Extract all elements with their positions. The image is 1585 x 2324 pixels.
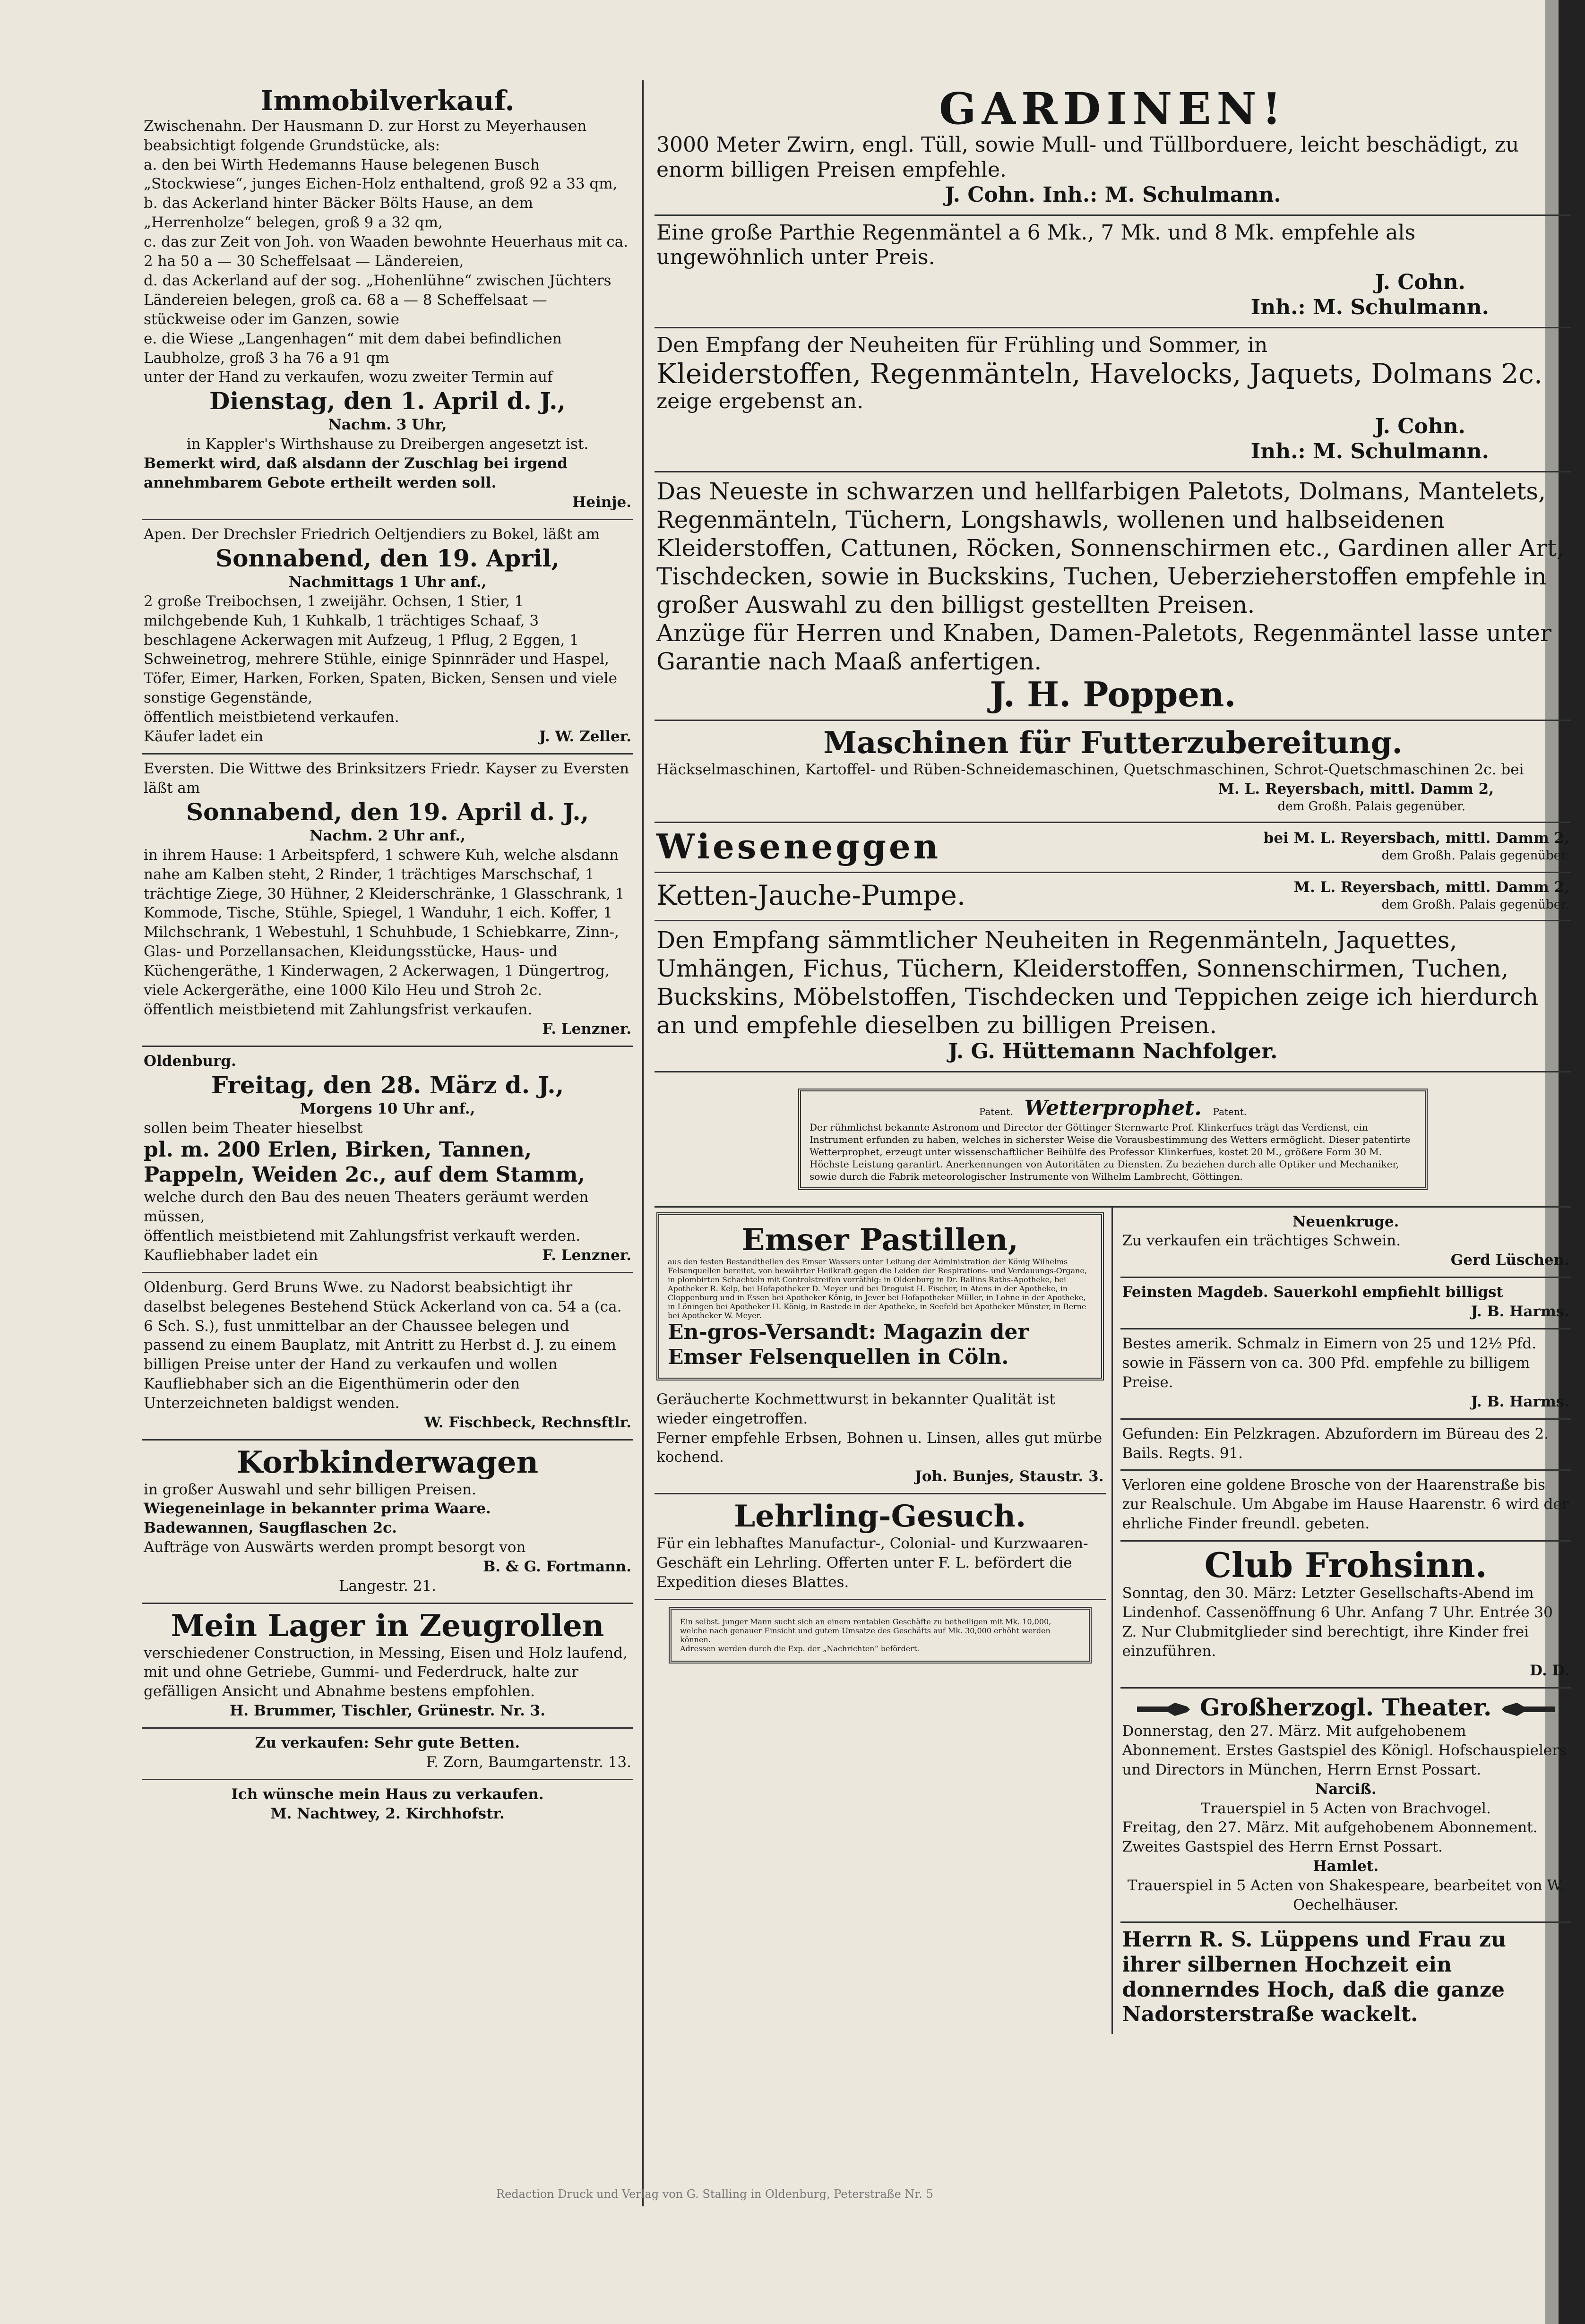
ad-junger-mann	[669, 1607, 1092, 1664]
ad-body: öffentlich meistbietend mit Zahlungsfrist verkaufen.	[144, 1001, 533, 1018]
lower-left-ads	[655, 1208, 1113, 2034]
ad-place: in Kappler's Wirthshause zu Dreibergen angesetzt ist.	[186, 436, 589, 453]
ad-date: Sonnabend, den 19. April,	[215, 544, 560, 572]
ad-address: dem Großh. Palais gegenüber.	[1277, 799, 1465, 814]
play-desc: Trauerspiel in 5 Acten von Shakespeare, bearbeitet von W. Oechelhäuser.	[1127, 1877, 1564, 1914]
ad-time: Nachmittags 1 Uhr anf.,	[288, 573, 487, 591]
ad-gefunden	[1120, 1420, 1572, 1471]
ad-body: Bestes amerik. Schmalz in Eimern von 25 und 12½ Pfd. sowie in Fässern von ca. 300 Pfd. empfehle zu billigem Preise.	[1122, 1335, 1537, 1391]
ad-heading: Neuenkruge.	[1292, 1213, 1399, 1230]
ad-address: dem Großh. Palais gegenüber.	[1381, 898, 1569, 912]
ad-neuenkruge	[1120, 1208, 1572, 1278]
ad-oldenburg-auction	[142, 1047, 633, 1273]
ad-body: Geräucherte Kochmettwurst in bekannter Qualität ist wieder eingetroffen.	[656, 1390, 1055, 1427]
ad-body: Freitag, den 27. März. Mit aufgehobenem Abonnement. Zweites Gastspiel des Herrn Ernst Possart.	[1122, 1819, 1538, 1856]
ad-signature: Heinje.	[572, 494, 631, 511]
ad-note: Bemerkt wird, daß alsdann der Zuschlag bei irgend annehmbarem Gebote ertheilt werden soll.	[144, 455, 568, 492]
ad-lehrling	[655, 1494, 1106, 1600]
ad-wieseneggen	[655, 823, 1571, 873]
ad-body: in ihrem Hause: 1 Arbeitspferd, 1 schwere Kuh, welche alsdann nahe am Kalben steht, 2 Rinder, 1 trächtiges Marschschaf, 1 trächtige Ziege, 30 Hühner, 2 Kleiderschränke, 1 Glasschrank, 1 Kommode, Tische, Stühle, Spiegel, 1 Wanduhr, 1 eich. Koffer, 1 Milchschrank, 1 Webestuhl, 1 Schuhbude, 1 Schiebkarre, Zinn-, Glas- und Porzellansachen, Kleidungsstücke, Haus- und Küchengeräthe, 1 Kinderwagen, 2 Ackerwagen, 1 Düngertrog, viele Ackergeräthe, eine 1000 Kilo Heu und Stroh 2c.	[144, 846, 625, 999]
patent-label: Patent.	[1213, 1106, 1247, 1117]
ad-signature: D. D.	[1530, 1662, 1569, 1680]
ad-heading: Maschinen für Futterzubereitung.	[823, 725, 1403, 761]
ad-body: pl. m. 200 Erlen, Birken, Tannen, Pappeln, Weiden 2c., auf dem Stamm,	[144, 1138, 585, 1187]
ad-time: Nachm. 3 Uhr,	[328, 416, 447, 434]
ad-body: Feinsten Magdeb. Sauerkohl empfiehlt billigst	[1122, 1284, 1503, 1301]
newspaper-page	[142, 80, 1569, 2221]
ad-date: Dienstag, den 1. April d. J.,	[209, 387, 566, 415]
ad-signature: Joh. Bunjes, Staustr. 3.	[915, 1468, 1104, 1485]
ad-body: 2 große Treibochsen, 1 zweijähr. Ochsen, 1 Stier, 1 milchgebende Kuh, 1 Kuhkalb, 1 trächtiges Schaaf, 3 beschlagene Ackerwagen mit Aufzeug, 1 Pflug, 2 Eggen, 1 Schweinetrog, mehrere Stühle, einige Spinnräder und Haspel, Töfer, Eimer, Harken, Forken, Spaten, Bicken, Sensen und viele sonstige Gegenstände,	[144, 592, 617, 707]
ad-kochmettwurst	[655, 1385, 1106, 1495]
ad-body: öffentlich meistbietend mit Zahlungsfrist verkauft werden.	[144, 1227, 581, 1244]
ad-signature: M. L. Reyersbach, mittl. Damm 2,	[1218, 780, 1494, 798]
ad-text: Kaufliebhaber ladet ein	[144, 1246, 318, 1264]
ad-item: d. das Ackerland auf der sog. „Hohenlühne“ zwischen Jüchters Ländereien belegen, groß ca. 68 a — 8 Scheffelsaat — stückweise oder im Ganzen, sowie	[144, 272, 612, 328]
right-column	[655, 80, 1571, 2034]
ad-immobilverkauf	[142, 80, 633, 520]
ad-body: Donnerstag, den 27. März. Mit aufgehobenem Abonnement. Erstes Gastspiel des Königl. Hofschauspielers und Directors in München, Herrn Ernst Possart.	[1122, 1722, 1567, 1778]
ad-body: Verloren eine goldene Brosche von der Haarenstraße bis zur Realschule. Um Abgabe im Hause Haarenstr. 6 wird der ehrliche Finder freundl. gebeten.	[1122, 1476, 1569, 1533]
ad-signature: F. Lenzner.	[542, 1246, 631, 1264]
ad-empfang-neuheiten	[655, 328, 1571, 472]
ad-jauchepumpe	[655, 873, 1571, 921]
ad-body: Gefunden: Ein Pelzkragen. Abzufordern im Büreau des 2. Bails. Regts. 91.	[1122, 1425, 1549, 1462]
ad-wetterprophet	[655, 1072, 1571, 1208]
ad-betten	[142, 1729, 633, 1780]
left-column	[142, 80, 633, 1830]
ad-signature: B. & G. Fortmann.	[483, 1558, 631, 1576]
ad-zeugrollen	[142, 1604, 633, 1729]
ad-signature: J. G. Hüttemann Nachfolger.	[948, 1039, 1278, 1063]
ad-signature: H. Brummer, Tischler, Grünestr. Nr. 3.	[229, 1702, 546, 1720]
ad-item: a. den bei Wirth Hedemanns Hause belegenen Busch „Stockwiese“, junges Eichen-Holz enthaltend, groß 92 a 33 qm,	[144, 156, 618, 193]
lower-right-ads	[1113, 1208, 1572, 2034]
ad-text: Käufer ladet ein	[144, 728, 264, 746]
ad-sauerkohl	[1120, 1278, 1572, 1329]
ad-body: 3000 Meter Zwirn, engl. Tüll, sowie Mull- und Tüllborduere, leicht beschädigt, zu enorm billigen Preisen empfehle.	[656, 133, 1519, 182]
ad-club-frohsinn	[1120, 1542, 1572, 1689]
ad-signature: J. Cohn.	[1375, 270, 1465, 295]
ad-eversten	[142, 755, 633, 1047]
ad-signature: J. B. Harms.	[1471, 1303, 1569, 1321]
ad-heading: Emser Pastillen,	[741, 1222, 1018, 1258]
ad-body: welche durch den Bau des neuen Theaters geräumt werden müssen,	[144, 1189, 589, 1225]
ad-body: Aufträge von Auswärts werden prompt besorgt von	[144, 1539, 526, 1556]
ad-body: Anzüge für Herren und Knaben, Damen-Paletots, Regenmäntel lasse unter Garantie nach Maaß anfertigen.	[656, 619, 1551, 675]
ad-time: Nachm. 2 Uhr anf.,	[310, 827, 465, 844]
ad-huettemann	[655, 921, 1571, 1072]
ad-item: b. das Ackerland hinter Bäcker Bölts Hause, an dem „Herrenholze“ belegen, groß 9 a 32 qm,	[144, 195, 534, 232]
ad-address: dem Großh. Palais gegenüber.	[1381, 849, 1569, 863]
ad-regenmaentel	[655, 216, 1571, 328]
ad-body: sollen beim Theater hieselbst	[144, 1119, 363, 1137]
ad-body: Adressen werden durch die Exp. der „Nachrichten“ befördert.	[680, 1644, 920, 1653]
ad-signature: J. B. Harms.	[1471, 1393, 1569, 1410]
ad-body: Den Empfang sämmtlicher Neuheiten in Regenmänteln, Jaquettes, Umhängen, Fichus, Tüchern, Kleiderstoffen, Sonnenschirmen, Tuchen, Buckskins, Möbelstoffen, Tischdecken und Teppichen zeige ich hierdurch an und empfehle dieselben zu billigen Preisen.	[656, 926, 1539, 1039]
ad-engros: En-gros-Versandt: Magazin der Emser Felsenquellen in Cöln.	[668, 1320, 1029, 1369]
ad-address: Langestr. 21.	[338, 1578, 436, 1595]
ad-body: öffentlich meistbietend verkaufen.	[144, 709, 399, 726]
ad-heading: Mein Lager in Zeugrollen	[171, 1608, 604, 1644]
ad-intro: Apen. Der Drechsler Friedrich Oeltjendiers zu Bokel, läßt am	[144, 525, 600, 543]
ad-signature: J. H. Poppen.	[990, 674, 1236, 714]
ad-intro: Oldenburg.	[144, 1052, 236, 1070]
ad-signature: M. Nachtwey, 2. Kirchhofstr.	[270, 1805, 505, 1822]
ad-body: Zu verkaufen ein trächtiges Schwein.	[1122, 1232, 1401, 1250]
ad-time: Morgens 10 Uhr anf.,	[300, 1100, 475, 1117]
lower-ads	[655, 1208, 1571, 2034]
ad-body: Ferner empfehle Erbsen, Bohnen u. Linsen, alles gut mürbe kochend.	[656, 1429, 1103, 1466]
ad-body: Häckselmaschinen, Kartoffel- und Rüben-Schneidemaschinen, Quetschmaschinen, Schrot-Quetschmaschinen 2c. bei	[656, 761, 1524, 779]
ad-haus	[142, 1780, 633, 1830]
ad-signature: F. Zorn, Baumgartenstr. 13.	[426, 1754, 631, 1771]
ad-body: verschiedener Construction, in Messing, Eisen und Holz laufend, mit und ohne Getriebe, Gummi- und Federdruck, halte zur gefälligen Ansicht und Abnahme bestens empfohlen.	[144, 1644, 628, 1700]
ad-heading: Wetterprophet.	[1024, 1096, 1202, 1120]
ad-item: e. die Wiese „Langenhagen“ mit dem dabei befindlichen Laubholze, groß 3 ha 76 a 91 qm	[144, 330, 562, 367]
ad-body: Eine große Parthie Regenmäntel a 6 Mk., 7 Mk. und 8 Mk. empfehle als ungewöhnlich unter Preis.	[656, 220, 1416, 270]
ad-heading: Lehrling-Gesuch.	[734, 1499, 1026, 1535]
ad-body: zeige ergebenst an.	[656, 389, 864, 414]
ad-intro: Eversten. Die Wittwe des Brinksitzers Friedr. Kayser zu Eversten läßt am	[144, 760, 629, 797]
ad-body: aus den festen Bestandtheilen des Emser Wassers unter Leitung der Administration der König Wilhelms Felsenquellen bereitet, von bewährter Heilkraft gegen die Leiden der Respirations- und Verdauungs-Organe, in plombirten Schachteln mit Controlstreifen vorräthig: in Oldenburg in Dr. Ballins Raths-Apotheke, bei Apotheker R. Kelp, bei Hofapotheker D. Meyer und bei Droguist H. Fischer, in Atens in der Apotheke, in Cloppenburg und in Essen bei Apotheker König, in Jever bei Hofapotheker Müller, in Lohne in der Apotheke, in Löningen bei Apotheker H. König, in Rastede in der Apotheke, in Seefeld bei Apotheker Münster, in Berne bei Apotheker W. Meyer.	[668, 1257, 1087, 1321]
ad-signature: bei M. L. Reyersbach, mittl. Damm 2,	[1263, 830, 1569, 847]
ad-signature: J. Cohn. Inh.: M. Schulmann.	[945, 182, 1281, 207]
ad-apen	[142, 520, 633, 755]
ad-body-big: Kleiderstoffen, Regenmänteln, Havelocks, Jaquets, Dolmans 2c.	[656, 357, 1543, 390]
ad-body: Das Neueste in schwarzen und hellfarbigen Paletots, Dolmans, Mantelets, Regenmänteln, Tüchern, Longshawls, wollenen und halbseidenen Kleiderstoffen, Cattunen, Röcken, Sonnenschirmen etc., Gardinen aller Art, Tischdecken, sowie in Buckskins, Tuchen, Ueberzieherstoffen empfehle in großer Auswahl zu den billigst gestellten Preisen.	[656, 477, 1564, 618]
ad-heading: GARDINEN!	[939, 83, 1287, 134]
ad-body: Badewannen, Saugflaschen 2c.	[144, 1519, 397, 1537]
ad-intro: Den Empfang der Neuheiten für Frühling und Sommer, in	[656, 333, 1268, 357]
ad-korbkinderwagen	[142, 1441, 633, 1604]
ad-heading: Ketten-Jauche-Pumpe.	[656, 879, 966, 912]
ad-body: Herrn R. S. Lüppens und Frau zu ihrer silbernen Hochzeit ein donnerndes Hoch, daß die ganze Nadorsterstraße wackelt.	[1122, 1927, 1506, 2027]
ad-theater	[1120, 1689, 1572, 1923]
pointing-hand-icon	[1500, 1700, 1557, 1719]
ad-brosche	[1120, 1471, 1572, 1542]
ad-body: Ein selbst. junger Mann sucht sich an einem rentablen Geschäfte zu betheiligen mit Mk. 10,000, welche nach genauer Einsicht und gutem Umsatze des Geschäfts auf Mk. 30,000 erhöht werden können.	[680, 1617, 1051, 1644]
ad-body: Für ein lebhaftes Manufactur-, Colonial- und Kurzwaaren-Geschäft ein Lehrling. Offerten unter F. L. befördert die Expedition dieses Blattes.	[656, 1535, 1088, 1591]
ad-date: Freitag, den 28. März d. J.,	[211, 1071, 564, 1099]
ad-intro: Zwischenahn. Der Hausmann D. zur Horst zu Meyerhausen beabsichtigt folgende Grundstücke, als:	[144, 117, 587, 154]
ad-signature: W. Fischbeck, Rechnsftlr.	[424, 1414, 631, 1432]
ad-heading: Zu verkaufen: Sehr gute Betten.	[255, 1734, 520, 1752]
ad-heading: Großherzogl. Theater.	[1200, 1693, 1492, 1721]
ad-heading: Ich wünsche mein Haus zu verkaufen.	[231, 1786, 544, 1803]
ad-heading: Wieseneggen	[656, 826, 941, 867]
ad-lueppens	[1120, 1923, 1572, 2034]
ad-body: Der rühmlichst bekannte Astronom und Director der Göttinger Sternwarte Prof. Klinkerfues trägt das Verdienst, ein Instrument erfunden zu haben, welches in sicherster Weise die Vorausbestimmung des Wetters ermöglicht. Dieser patentirte Wetterprophet, erzeugt unter wissenschaftlicher Beihülfe des Professor Klinkerfues, kostet 20 M., größere Form 30 M. Höchste Leistung garantirt. Anerkennungen von Autoritäten zu Diensten. Zu beziehen durch alle Optiker und Mechaniker, sowie durch die Fabrik meteorologischer Instrumente von Wilhelm Lambrecht, Göttingen.	[810, 1121, 1411, 1182]
ad-emser-pastillen	[656, 1212, 1104, 1381]
ad-oldenburg-bruns	[142, 1273, 633, 1441]
ad-signature: F. Lenzner.	[542, 1020, 631, 1038]
ad-body: Oldenburg. Gerd Bruns Wwe. zu Nadorst beabsichtigt ihr daselbst belegenes Bestehend Stück Ackerland von ca. 54 a (ca. 6 Sch. S.), fust unmittelbar an der Chaussee belegen und passend zu einem Bauplatz, mit Antritt zu Herbst d. J. zu einem billigen Preise unter der Hand zu verkaufen und wollen Kaufliebhaber sich an die Eigenthümerin oder den Unterzeichneten baldigst wenden.	[144, 1278, 622, 1412]
play-title: Narciß.	[1315, 1780, 1377, 1798]
ad-schmalz	[1120, 1329, 1572, 1420]
play-desc: Trauerspiel in 5 Acten von Brachvogel.	[1200, 1800, 1491, 1817]
ad-date: Sonnabend, den 19. April d. J.,	[186, 798, 589, 826]
column-divider	[642, 80, 644, 2206]
ad-signature: Inh.: M. Schulmann.	[1250, 439, 1489, 463]
play-title: Hamlet.	[1313, 1858, 1379, 1875]
ad-body: unter der Hand zu verkaufen, wozu zweiter Termin auf	[144, 369, 553, 386]
ad-signature: M. L. Reyersbach, mittl. Damm 2,	[1293, 879, 1569, 896]
ad-poppen	[655, 472, 1571, 721]
ad-item: c. das zur Zeit von Joh. von Waaden bewohnte Heuerhaus mit ca. 2 ha 50 a — 30 Scheffelsaat — Ländereien,	[144, 233, 629, 270]
ad-signature: J. W. Zeller.	[539, 728, 631, 746]
ad-maschinen	[655, 721, 1571, 823]
patent-label: Patent.	[979, 1106, 1013, 1117]
ad-signature: Inh.: M. Schulmann.	[1250, 295, 1489, 319]
ad-heading: Immobilverkauf.	[260, 85, 515, 117]
imprint-footer: Redaction Druck und Verlag von G. Stalling in Oldenburg, Peterstraße Nr. 5	[496, 2187, 933, 2201]
pointing-hand-icon	[1135, 1700, 1192, 1719]
ad-signature: J. Cohn.	[1375, 414, 1465, 439]
ad-heading: Korbkinderwagen	[236, 1444, 539, 1480]
ad-heading: Club Frohsinn.	[1204, 1545, 1487, 1586]
ad-body: Wiegeneinlage in bekannter prima Waare.	[144, 1500, 491, 1518]
ad-signature: Gerd Lüschen.	[1450, 1252, 1569, 1269]
ad-body: in großer Auswahl und sehr billigen Preisen.	[144, 1481, 476, 1498]
ad-gardinen	[655, 80, 1571, 216]
ad-body: Sonntag, den 30. März: Letzter Gesellschafts-Abend im Lindenhof. Cassenöffnung 6 Uhr. Anfang 7 Uhr. Entrée 30 Z. Nur Clubmitglieder sind berechtigt, ihre Kinder frei einzuführen.	[1122, 1585, 1553, 1660]
